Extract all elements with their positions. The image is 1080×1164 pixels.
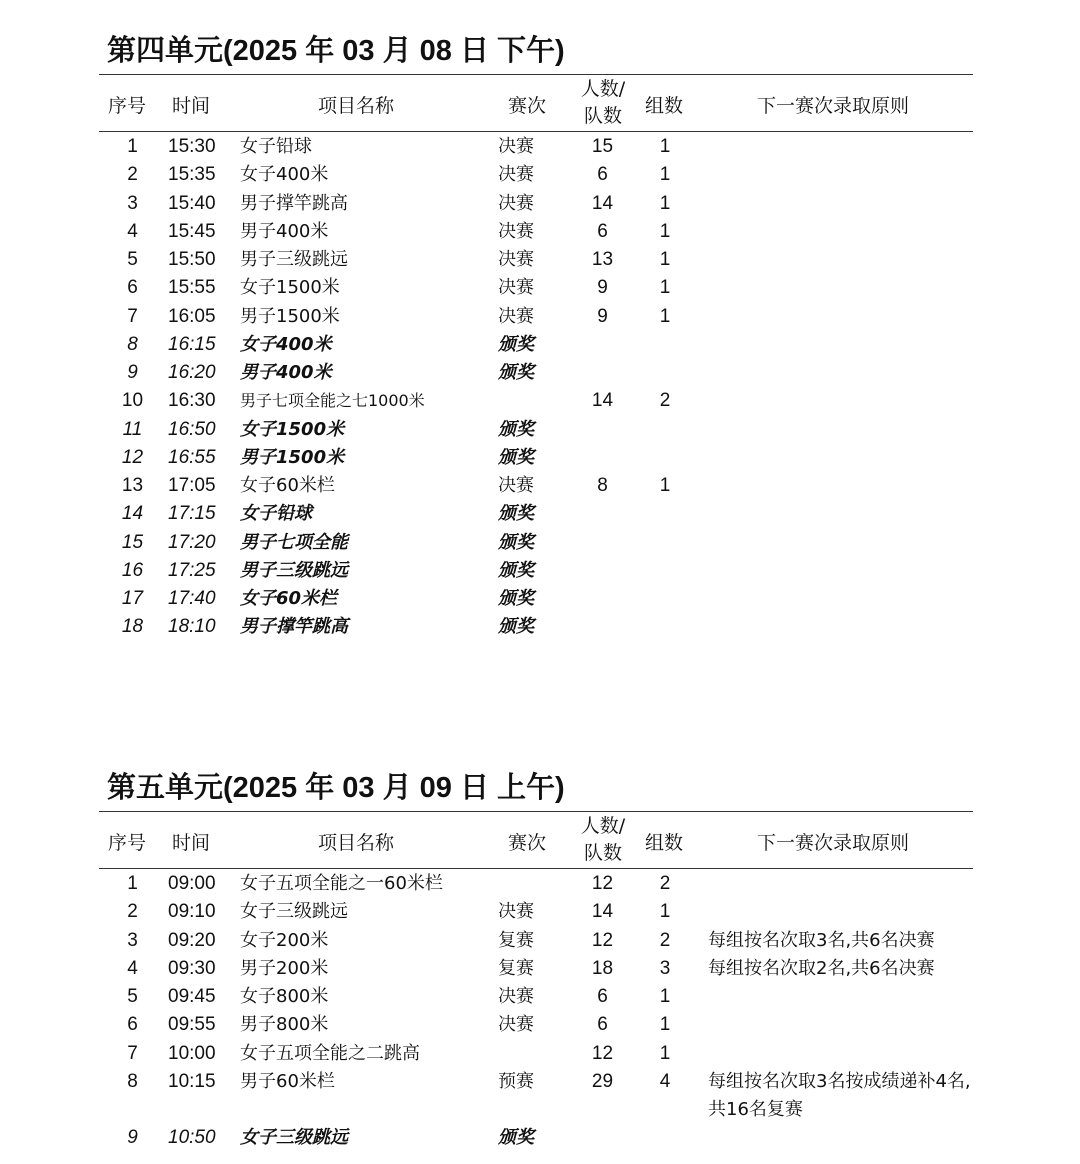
cell-round: 颁奖 — [498, 446, 534, 468]
cell-time: 09:00 — [168, 873, 216, 894]
cell-name: 男子撑竿跳高 — [240, 616, 348, 638]
cell-count: 29 — [591, 1070, 614, 1092]
table-row — [0, 927, 1080, 955]
cell-count: 12 — [591, 873, 614, 894]
table-row — [0, 613, 1080, 641]
table-row — [0, 472, 1080, 500]
table-row — [0, 246, 1080, 274]
cell-groups: 2 — [659, 390, 671, 412]
cell-name: 男子200米 — [240, 957, 329, 979]
cell-rule: 每组按名次取3名按成绩递补4名,共16名复赛 — [708, 1070, 971, 1120]
cell-name: 女子800米 — [240, 986, 329, 1007]
header-groups: 组数 — [645, 95, 684, 117]
cell-time: 09:20 — [168, 929, 216, 951]
cell-no: 10 — [121, 390, 144, 412]
cell-time: 16:15 — [168, 333, 216, 355]
cell-time: 16:30 — [168, 390, 216, 412]
table-row — [0, 303, 1080, 331]
cell-time: 15:45 — [168, 220, 216, 242]
cell-count: 6 — [597, 164, 608, 186]
cell-rule: 每组按名次取2名,共6名决赛 — [708, 957, 935, 979]
cell-no: 4 — [127, 220, 138, 242]
cell-no: 5 — [127, 249, 138, 270]
cell-time: 17:40 — [168, 588, 216, 609]
cell-count: 18 — [591, 957, 614, 979]
cell-time: 16:20 — [168, 362, 216, 383]
section-title: 第五单元(2025 年 03 月 09 日 上午) — [107, 772, 565, 804]
header-name: 项目名称 — [318, 832, 395, 854]
cell-groups: 1 — [659, 249, 671, 270]
cell-round: 决赛 — [498, 1014, 534, 1036]
cell-time: 18:10 — [168, 616, 216, 638]
table-row — [0, 387, 1080, 415]
cell-count: 14 — [591, 192, 614, 214]
cell-groups: 2 — [659, 929, 671, 951]
cell-time: 10:00 — [168, 1042, 216, 1064]
table-row — [0, 870, 1080, 898]
cell-groups: 1 — [659, 475, 671, 496]
cell-groups: 2 — [659, 873, 671, 894]
cell-count: 12 — [591, 1042, 614, 1064]
cell-time: 15:35 — [168, 164, 216, 186]
cell-name: 男子400米 — [240, 220, 329, 242]
cell-time: 09:10 — [168, 901, 216, 923]
cell-groups: 4 — [659, 1070, 671, 1092]
cell-no: 13 — [121, 475, 144, 496]
cell-time: 16:55 — [168, 446, 216, 468]
cell-no: 6 — [127, 277, 138, 299]
header-bottom-rule — [99, 131, 973, 132]
cell-groups: 1 — [659, 164, 671, 186]
cell-round: 颁奖 — [498, 616, 534, 638]
header-round: 赛次 — [508, 95, 547, 117]
cell-round: 颁奖 — [498, 503, 534, 525]
table-row — [0, 1040, 1080, 1068]
cell-groups: 1 — [659, 901, 671, 923]
cell-no: 9 — [127, 1127, 138, 1149]
cell-name: 男子三级跳远 — [240, 559, 348, 581]
header-no: 序号 — [107, 832, 146, 854]
table-row — [0, 190, 1080, 218]
cell-groups: 1 — [659, 220, 671, 242]
header-top-rule — [99, 811, 973, 812]
cell-time: 17:20 — [168, 531, 216, 553]
cell-count: 9 — [597, 305, 608, 327]
cell-count: 14 — [591, 901, 614, 923]
cell-count: 13 — [591, 249, 614, 270]
cell-round: 决赛 — [498, 901, 534, 923]
cell-name: 女子三级跳远 — [240, 901, 348, 923]
cell-time: 17:15 — [168, 503, 216, 525]
cell-round: 决赛 — [498, 164, 534, 186]
cell-name: 男子1500米 — [240, 446, 345, 468]
cell-no: 18 — [121, 616, 144, 638]
cell-name: 女子60米栏 — [240, 475, 335, 496]
cell-count: 12 — [591, 929, 614, 951]
cell-count: 8 — [597, 475, 608, 496]
header-no: 序号 — [107, 95, 146, 117]
header-count-line1: 人数/ — [580, 815, 626, 837]
cell-time: 09:45 — [168, 986, 216, 1007]
cell-groups: 1 — [659, 305, 671, 327]
header-top-rule — [99, 74, 973, 75]
table-row — [0, 898, 1080, 926]
cell-no: 14 — [121, 503, 144, 525]
cell-no: 7 — [127, 305, 138, 327]
cell-round: 决赛 — [498, 220, 534, 242]
cell-no: 1 — [127, 873, 138, 894]
header-rule: 下一赛次录取原则 — [757, 95, 910, 117]
cell-no: 12 — [121, 446, 144, 468]
cell-round: 决赛 — [498, 305, 534, 327]
cell-name: 男子撑竿跳高 — [240, 192, 348, 214]
cell-round: 决赛 — [498, 136, 534, 157]
cell-name: 男子1500米 — [240, 305, 340, 327]
cell-time: 09:30 — [168, 957, 216, 979]
cell-name: 男子60米栏 — [240, 1070, 335, 1092]
cell-time: 16:50 — [168, 418, 216, 440]
cell-count: 6 — [597, 1014, 608, 1036]
header-count — [578, 76, 628, 130]
cell-no: 3 — [127, 929, 138, 951]
cell-no: 16 — [121, 559, 144, 581]
cell-name: 女子60米栏 — [240, 588, 338, 609]
table-row — [0, 983, 1080, 1011]
cell-no: 5 — [127, 986, 138, 1007]
cell-no: 17 — [121, 588, 144, 609]
cell-name: 女子五项全能之二跳高 — [240, 1042, 420, 1064]
cell-round: 颁奖 — [498, 531, 534, 553]
table-row — [0, 416, 1080, 444]
cell-no: 3 — [127, 192, 138, 214]
cell-no: 4 — [127, 957, 138, 979]
cell-count: 6 — [597, 986, 608, 1007]
table-row — [0, 500, 1080, 528]
cell-time: 09:55 — [168, 1014, 216, 1036]
cell-round: 颁奖 — [498, 362, 534, 383]
cell-time: 15:55 — [168, 277, 216, 299]
table-row — [0, 1011, 1080, 1039]
cell-time: 10:15 — [168, 1070, 216, 1092]
cell-no: 9 — [127, 362, 138, 383]
cell-groups: 1 — [659, 1042, 671, 1064]
header-time: 时间 — [172, 95, 211, 117]
cell-name: 女子三级跳远 — [240, 1127, 348, 1149]
cell-groups: 3 — [659, 957, 671, 979]
cell-no: 2 — [127, 164, 138, 186]
cell-no: 8 — [127, 1070, 138, 1092]
header-count-line2: 队数 — [583, 842, 622, 864]
cell-name: 男子800米 — [240, 1014, 329, 1036]
header-name: 项目名称 — [318, 95, 395, 117]
cell-name: 女子铅球 — [240, 503, 312, 525]
table-row — [0, 1068, 1080, 1120]
cell-time: 15:30 — [168, 136, 216, 157]
header-time: 时间 — [172, 832, 211, 854]
header-count-line1: 人数/ — [580, 78, 626, 100]
cell-no: 11 — [122, 418, 143, 440]
table-row — [0, 133, 1080, 161]
cell-time: 15:50 — [168, 249, 216, 270]
cell-count: 9 — [597, 277, 608, 299]
cell-name: 女子1500米 — [240, 277, 340, 299]
cell-name: 女子铅球 — [240, 136, 312, 157]
cell-name: 男子400米 — [240, 362, 332, 383]
cell-groups: 1 — [659, 986, 671, 1007]
cell-time: 16:05 — [168, 305, 216, 327]
cell-no: 8 — [127, 333, 138, 355]
cell-round: 颁奖 — [498, 333, 534, 355]
header-rule: 下一赛次录取原则 — [757, 832, 910, 854]
cell-count: 6 — [597, 220, 608, 242]
cell-round: 决赛 — [498, 475, 534, 496]
cell-count: 15 — [591, 136, 614, 157]
header-count-line2: 队数 — [583, 105, 622, 127]
table-row — [0, 1124, 1080, 1152]
cell-round: 颁奖 — [498, 559, 534, 581]
cell-groups: 1 — [659, 277, 671, 299]
cell-name: 男子七项全能 — [240, 531, 348, 553]
table-row — [0, 444, 1080, 472]
cell-rule: 每组按名次取3名,共6名决赛 — [708, 929, 935, 951]
cell-time: 10:50 — [168, 1127, 216, 1149]
header-round: 赛次 — [508, 832, 547, 854]
header-count — [578, 813, 628, 867]
cell-no: 15 — [121, 531, 144, 553]
cell-round: 颁奖 — [498, 1127, 534, 1149]
section-title: 第四单元(2025 年 03 月 08 日 下午) — [107, 35, 565, 67]
cell-round: 复赛 — [498, 929, 534, 951]
cell-name: 女子400米 — [240, 164, 329, 186]
cell-name: 女子400米 — [240, 333, 332, 355]
cell-round: 复赛 — [498, 957, 534, 979]
cell-no: 2 — [127, 901, 138, 923]
cell-round: 决赛 — [498, 277, 534, 299]
table-row — [0, 359, 1080, 387]
cell-round: 决赛 — [498, 986, 534, 1007]
cell-round: 预赛 — [498, 1070, 534, 1092]
table-row — [0, 585, 1080, 613]
cell-name: 女子200米 — [240, 929, 329, 951]
table-row — [0, 955, 1080, 983]
cell-groups: 1 — [659, 1014, 671, 1036]
cell-name: 男子七项全能之七1000米 — [240, 391, 425, 411]
cell-count: 14 — [591, 390, 614, 412]
table-row — [0, 218, 1080, 246]
cell-name: 女子五项全能之一60米栏 — [240, 873, 443, 894]
cell-time: 17:25 — [168, 559, 216, 581]
cell-round: 颁奖 — [498, 418, 534, 440]
cell-round: 颁奖 — [498, 588, 534, 609]
cell-time: 15:40 — [168, 192, 216, 214]
cell-name: 女子1500米 — [240, 418, 345, 440]
cell-no: 7 — [127, 1042, 138, 1064]
cell-round: 决赛 — [498, 249, 534, 270]
cell-time: 17:05 — [168, 475, 216, 496]
cell-name: 男子三级跳远 — [240, 249, 348, 270]
table-row — [0, 557, 1080, 585]
header-groups: 组数 — [645, 832, 684, 854]
table-row — [0, 161, 1080, 189]
table-row — [0, 529, 1080, 557]
cell-no: 1 — [127, 136, 138, 157]
cell-no: 6 — [127, 1014, 138, 1036]
table-row — [0, 274, 1080, 302]
cell-round: 决赛 — [498, 192, 534, 214]
table-row — [0, 331, 1080, 359]
cell-groups: 1 — [659, 192, 671, 214]
header-bottom-rule — [99, 868, 973, 869]
cell-groups: 1 — [659, 136, 671, 157]
